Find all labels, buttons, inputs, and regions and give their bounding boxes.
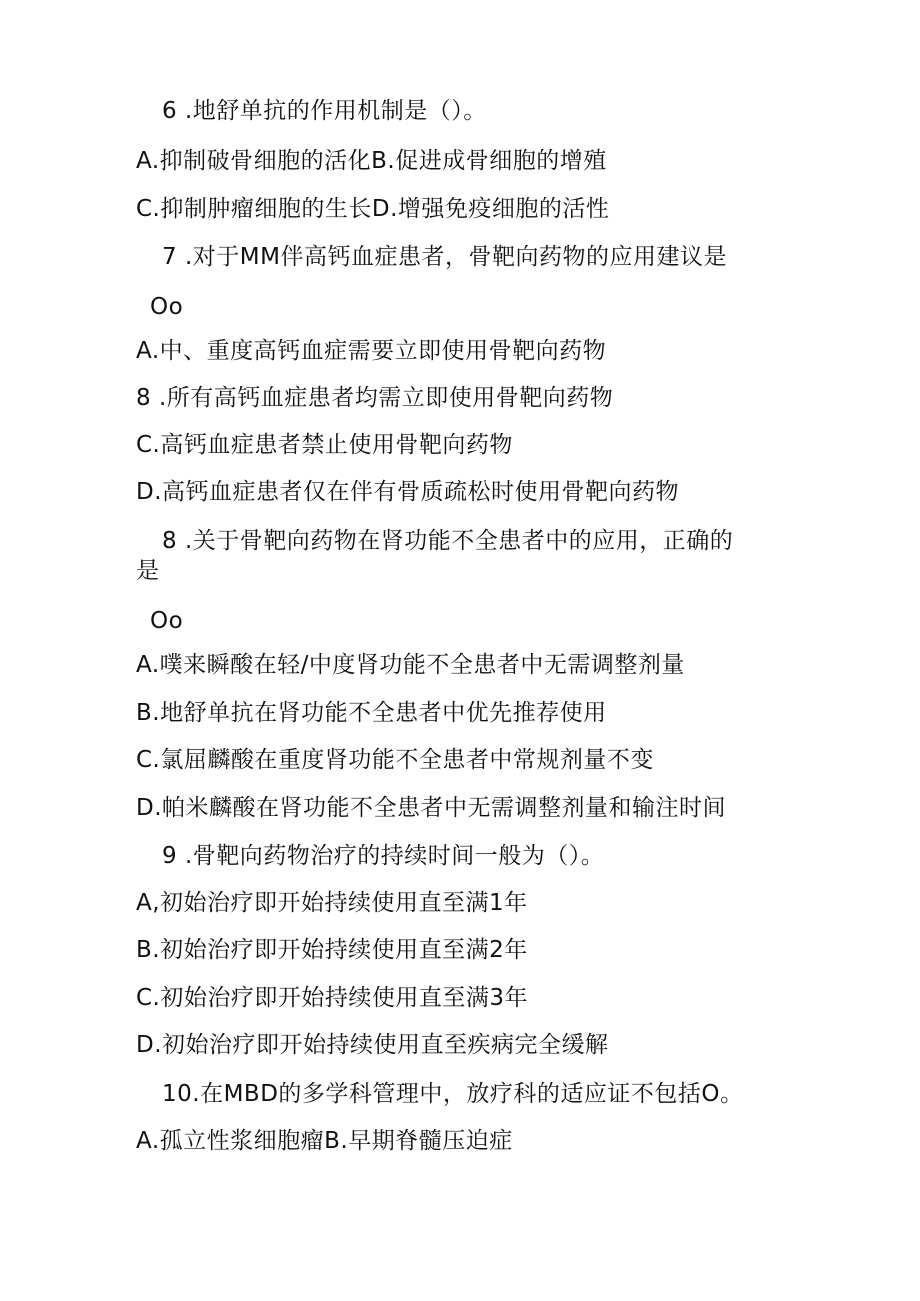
- question-7-stem: 7 .对于MM伴高钙血症患者，骨靶向药物的应用建议是: [162, 244, 727, 270]
- question-7-option-a: A.中、重度高钙血症需要立即使用骨靶向药物: [136, 338, 607, 364]
- question-9-option-b: B.初始治疗即开始持续使用直至满2年: [136, 937, 528, 963]
- question-8-stem-line1: 8 .关于骨靶向药物在肾功能不全患者中的应用，正确的: [162, 528, 734, 554]
- question-9-option-d: D.初始治疗即开始持续使用直至疾病完全缓解: [136, 1032, 609, 1058]
- question-7-option-d: D.高钙血症患者仅在伴有骨质疏松时使用骨靶向药物: [136, 479, 680, 505]
- question-9-option-c: C.初始治疗即开始持续使用直至满3年: [136, 985, 529, 1011]
- question-8-option-d: D.帕米麟酸在肾功能不全患者中无需调整剂量和输注时间: [136, 795, 727, 821]
- question-8-option-b: B.地舒单抗在肾功能不全患者中优先推荐使用: [136, 700, 607, 726]
- question-10-options-ab: A.孤立性浆细胞瘤B.早期脊髓压迫症: [136, 1128, 513, 1154]
- question-7-blank: Oo: [150, 294, 184, 320]
- question-10-stem: 10.在MBD的多学科管理中，放疗科的适应证不包括O。: [162, 1081, 744, 1107]
- question-6-options-cd: C.抑制肿瘤细胞的生长D.增强免疫细胞的活性: [136, 196, 610, 222]
- question-6-options-ab: A.抑制破骨细胞的活化B.促进成骨细胞的增殖: [136, 148, 607, 174]
- question-7-option-c: C.高钙血症患者禁止使用骨靶向药物: [136, 432, 513, 458]
- question-6-stem: 6 .地舒单抗的作用机制是（）。: [162, 98, 487, 124]
- question-8-stem-line2: 是: [136, 558, 160, 584]
- question-9-option-a: A,初始治疗即开始持续使用直至满1年: [136, 890, 528, 916]
- question-8-blank: Oo: [150, 608, 184, 634]
- question-8-option-c: C.氯屈麟酸在重度肾功能不全患者中常规剂量不变: [136, 747, 654, 773]
- question-8-option-a: A.噗来瞬酸在轻/中度肾功能不全患者中无需调整剂量: [136, 652, 685, 678]
- question-9-stem: 9 .骨靶向药物治疗的持续时间一般为（）。: [162, 843, 605, 869]
- question-7-option-b: 8 .所有高钙血症患者均需立即使用骨靶向药物: [136, 385, 614, 411]
